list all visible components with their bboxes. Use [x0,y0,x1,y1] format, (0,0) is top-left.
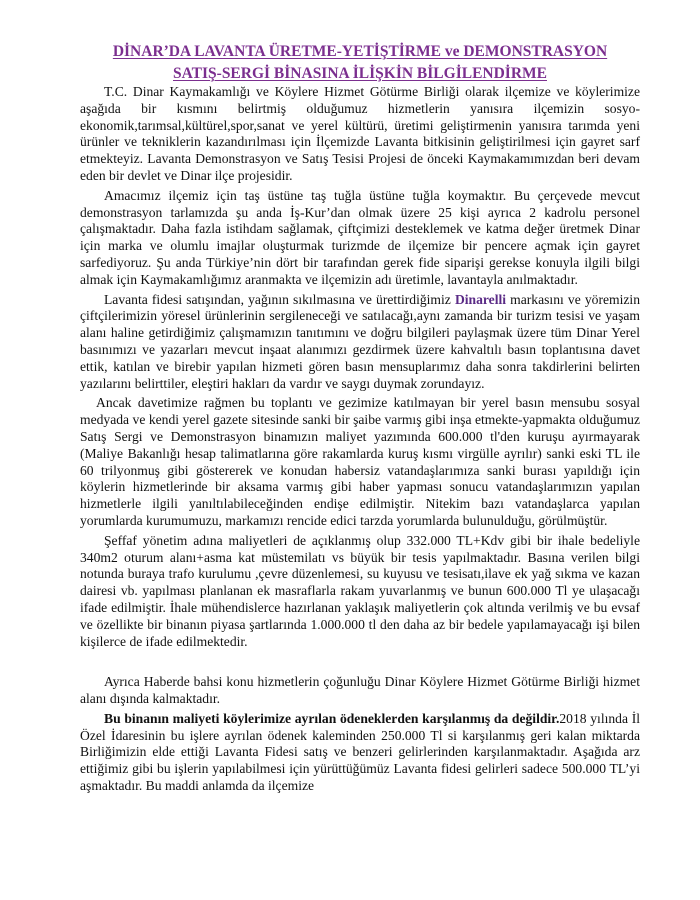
document-title [60,41,660,85]
paragraph-3 [80,292,640,393]
title-line-2: SATIŞ-SERGİ BİNASINA İLİŞKİN BİLGİLENDİRME [173,65,547,82]
paragraph-2: Amacımız ilçemiz için taş üstüne taş tuğla üstüne tuğla koymaktır. Bu çerçevede mevcut demonstrasyon tarlamızda şu anda İş-Kur’dan olmak üzere 25 kişi ayrıca 2 kadrolu personel çalışmaktadır. Daha fazla istihdam sağlamak, çiftçimizi desteklemek ve katma değer üretmek Dinar için marka ve olumlu imajlar oluşturmak turizmde de ilçemize bir pencere açmak için gayret sarfediyoruz. Şu anda Türkiye’nin dört bir tarafından gerek fide siparişi gerekse konuyla ilgili bilgi almak için Kaymakamlığımız aranmakta ve ilçemizin adı üretimle, lavantayla anılmaktadır. [80,187,640,287]
title-line-1: DİNAR’DA LAVANTA ÜRETME-YETİŞTİRME ve DEMONSTRASYON [112,43,608,60]
paragraph-3-text-a: Lavanta fidesi satışından, yağının sıkılmasına ve ürettirdiğimiz [104,291,455,307]
paragraph-6: Ayrıca Haberde bahsi konu hizmetlerin çoğunluğu Dinar Köylere Hizmet Götürme Birliği hizmet alanı dışında kalmaktadır. [80,674,640,707]
paragraph-7 [80,711,640,795]
paragraph-5: Şeffaf yönetim adına maliyetleri de açıklanmış olup 332.000 TL+Kdv gibi bir ihale bedeliyle 340m2 oturum alanı+asma kat müstemilatı vs büyük bir tesis yapılmaktadır. Basına verilen bilgi notunda buraya trafo kurulumu ,çevre düzenlemesi, su kuyusu ve tesisatı,ilave ek yağ sıkma ve kazan dairesi vb. yapılması planlanan ek masraflarla rakam yuvarlanmış ve bunun 600.000 Tl ye ulaşacağı ifade edilmiştir. İhale mühendislerce hazırlanan yaklaşık maliyetlerin çok altında verilmiş ve bu evsaf ve özellikte bir binanın piyasa şartlarında 1.000.000 tl den daha az bir bedele yapılamayacağı işi bilen kişilerce de ifade edilmektedir. [80,532,640,649]
document-body [80,84,640,798]
paragraph-3-text-b: markasını ve yöremizin çiftçilerimizin yöresel ürünlerinin sergileneceği ve satılacağı,aynı zamanda bir turizm tesisi ve yaşam alanı haline getirdiğimiz çalışmamızın tanıtımını ve doğru bilgileri paylaşmak üzere tüm Dinar Yerel basınımızı ve yazarları mevcut inşaat alanımızı gezdirmek üzere kahvaltılı basın toplantısına davet ettik, katılan ve birebir yapılan hizmeti gören basın mensuplarımız daha sonra takdirlerini belirten yazılarını belirttiler, eleştiri hakları da vardır ve saygı duymak zorundayız. [80,291,640,391]
paragraph-7-bold: Bu binanın maliyeti köylerimize ayrılan ödeneklerden karşılanmış da değildir. [104,710,560,726]
paragraph-4: Ancak davetimize rağmen bu toplantı ve gezimize katılmayan bir yerel basın mensubu sosyal medyada ve kendi yerel gazete sitesinde sanki bir şaibe varmış gibi inşa etmekte-yapmakta olduğumuz Satış Sergi ve Demonstrasyon binamızın maliyet yazımında 600.000 tl'den kuruşu ayırmayarak (Maliye Bakanlığı hesap talimatlarına göre rakamlarda kuruş kısmı virgülle ayrılır) sanki eski TL ile 60 trilyonmuş gibi göstererek ve konudan habersiz vatandaşlarımıza sanki burası yapıldığı için köylerin hizmetlerinde bir aksama varmış gibi haber yapması sonucu vatandaşlarımızın yapılan hizmetlerle ilgili yanıltılabileceğinden endişe edilmiştir. Nitekim bazı vatandaşlarca yapılan yorumlarda kurumumuzu, markamızı rencide edici tarzda yorumlarda bulunulduğu, görülmüştür. [80,395,640,528]
brand-name: Dinarelli [454,291,507,307]
paragraph-7-text: 2018 yılında İl Özel İdaresinin bu işlere ayrılan ödenek kaleminden 250.000 Tl si karşılanmış geri kalan miktarda Birliğimizin elde ettiği Lavanta Fidesi satış ve benzeri gelirlerinden karşılanmaktadır. Aşağıda arz ettiğimiz gibi bu işlerin yapılabilmesi için yürüttüğümüz Lavanta fidesi gelirleri sadece 500.000 TL’yi aşmaktadır. Bu maddi anlamda da ilçemize [80,710,640,794]
paragraph-1: T.C. Dinar Kaymakamlığı ve Köylere Hizmet Götürme Birliği olarak ilçemize ve köylerimize aşağıda bir kısmını belirtmiş olduğumuz hizmetlerin yanısıra ilçemizin sosyo-ekonomik,tarımsal,kültürel,spor,sanat ve yerel kültürü, üretimi geliştirmenin yanısıra tarımda yeni ürünler ve tekniklerin kazandırılması için İlçemizde Lavanta bitkisinin geliştirilmesi için gayret sarf etmekteyiz. Lavanta Demonstrasyon ve Satış Tesisi Projesi de önceki Kaymakamımızdan beri devam eden bir devlet ve Dinar ilçe projesidir. [80,84,640,183]
paragraph-gap [80,653,640,674]
